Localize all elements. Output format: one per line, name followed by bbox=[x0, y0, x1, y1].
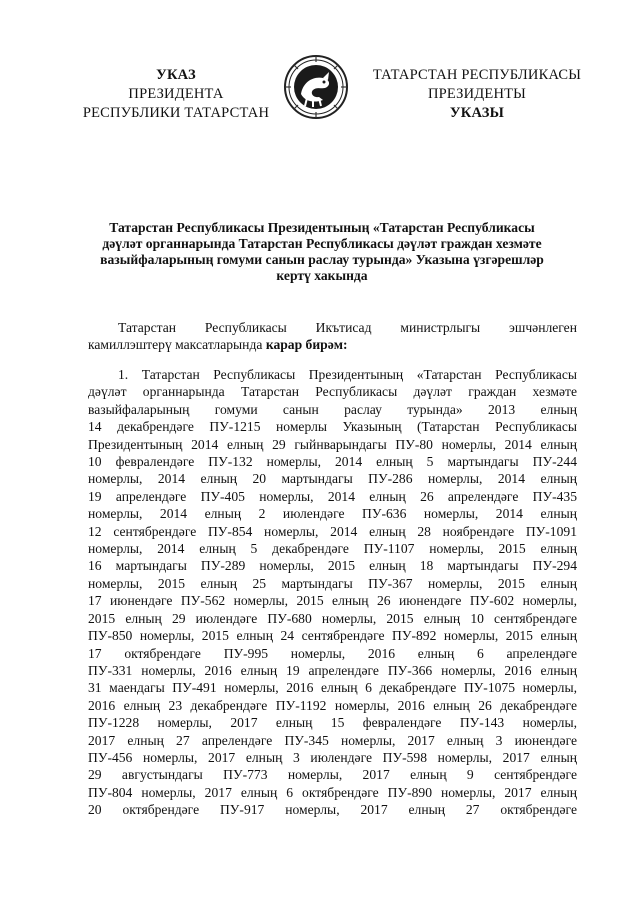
header-left-line: ПРЕЗИДЕНТА bbox=[128, 86, 224, 102]
paragraph-line: 19 апрелендәге ПУ-405 номерлы, 2014 елның 26 апрелендәге ПУ-435 bbox=[88, 488, 577, 504]
paragraph-line: 10 февралендәге ПУ-132 номерлы, 2014 елның 5 мартындагы ПУ-244 bbox=[88, 454, 577, 470]
paragraph-line: ПУ-850 номерлы, 2015 елның 24 сентябрендәге ПУ-892 номерлы, 2015 елның bbox=[88, 628, 577, 644]
coat-of-arms-emblem bbox=[283, 54, 349, 120]
paragraph-line: номерлы, 2014 елның 2 июлендәге ПУ-636 номерлы, 2014 елның bbox=[88, 506, 577, 522]
paragraph-line: 2015 елның 29 июлендәге ПУ-680 номерлы, 2015 елның 10 сентябрендәге bbox=[88, 610, 577, 626]
preamble-line bbox=[88, 336, 577, 353]
paragraph-line: ПУ-331 номерлы, 2016 елның 19 апрелендәге ПУ-366 номерлы, 2016 елның bbox=[88, 662, 577, 678]
paragraph-line: номерлы, 2014 елның 20 мартындагы ПУ-286 номерлы, 2014 елның bbox=[88, 471, 577, 487]
coat-of-arms-icon bbox=[283, 54, 349, 120]
header-right-line: УКАЗЫ bbox=[449, 105, 505, 121]
paragraph-line: 31 маендагы ПУ-491 номерлы, 2016 елның 6 декабрендәге ПУ-1075 номерлы, bbox=[88, 680, 577, 696]
preamble-line: Татарстан Республикасы Икътисад министрлыгы эшчәнлеген bbox=[118, 320, 577, 335]
header-right-line: ТАТАРСТАН РЕСПУБЛИКАСЫ bbox=[372, 67, 582, 83]
header-left-line: УКАЗ bbox=[156, 67, 196, 83]
paragraph-line: 17 июнендәге ПУ-562 номерлы, 2015 елның 26 июнендәге ПУ-602 номерлы, bbox=[88, 593, 577, 609]
paragraph-line: 16 мартындагы ПУ-289 номерлы, 2015 елның 18 мартындагы ПУ-294 bbox=[88, 558, 577, 574]
paragraph-line: ПУ-456 номерлы, 2017 елның 3 июлендәге ПУ-598 номерлы, 2017 елның bbox=[88, 749, 577, 765]
paragraph-line: дәүләт органнарында Татарстан Республикасы дәүләт граждан хезмәте bbox=[88, 384, 577, 400]
paragraph-line: 29 августындагы ПУ-773 номерлы, 2017 елның 9 сентябрендәге bbox=[88, 767, 577, 783]
header-right-tatar bbox=[364, 66, 590, 123]
decree-formula: карар бирәм: bbox=[265, 337, 348, 352]
paragraph-line: ПУ-804 номерлы, 2017 елның 6 октябрендәге ПУ-890 номерлы, 2017 елның bbox=[88, 784, 577, 800]
paragraph-1 bbox=[88, 366, 577, 819]
title-line: кертү хакында bbox=[276, 268, 368, 283]
paragraph-line: Президентының 2014 елның 29 гыйнварындагы ПУ-80 номерлы, 2014 елның bbox=[88, 436, 577, 452]
paragraph-line: 2016 елның 23 декабрендәге ПУ-1192 номерлы, 2016 елның 26 декабрендәге bbox=[88, 697, 577, 713]
preamble-text: камиллэштерү максатларында bbox=[88, 337, 266, 352]
paragraph-line: 2017 елның 27 апрелендәге ПУ-345 номерлы, 2017 елның 3 июнендәге bbox=[88, 732, 577, 748]
header-left-line: РЕСПУБЛИКИ ТАТАРСТАН bbox=[82, 105, 270, 121]
paragraph-line: номерлы, 2015 елның 25 мартындагы ПУ-367 номерлы, 2015 елның bbox=[88, 575, 577, 591]
paragraph-line: 12 сентябрендәге ПУ-854 номерлы, 2014 елның 28 ноябрендәге ПУ-1091 bbox=[88, 523, 577, 539]
title-line: дәүләт органнарында Татарстан Республикасы дәүләт граждан хезмәте bbox=[102, 236, 542, 251]
paragraph-line: 20 октябрендәге ПУ-917 номерлы, 2017 елның 27 октябрендәге bbox=[88, 802, 577, 818]
paragraph-line: номерлы, 2014 елның 5 декабрендәге ПУ-1107 номерлы, 2015 елның bbox=[88, 541, 577, 557]
paragraph-line: 17 октябрендәге ПУ-995 номерлы, 2016 елның 6 апрелендәге bbox=[88, 645, 577, 661]
header-left-russian bbox=[76, 66, 276, 123]
paragraph-line: вазыйфаларының гомуми санын раслау турында» 2013 елның bbox=[88, 401, 577, 417]
decree-title bbox=[80, 220, 564, 284]
title-line: Татарстан Республикасы Президентының «Татарстан Республикасы bbox=[109, 220, 535, 235]
paragraph-line: 1. Татарстан Республикасы Президентының «Татарстан Республикасы bbox=[118, 367, 577, 382]
paragraph-line: ПУ-1228 номерлы, 2017 елның 15 февралендәге ПУ-143 номерлы, bbox=[88, 715, 577, 731]
header-right-line: ПРЕЗИДЕНТЫ bbox=[427, 86, 527, 102]
paragraph-line: 14 декабрендәге ПУ-1215 номерлы Указының (Татарстан Республикасы bbox=[88, 419, 577, 435]
preamble bbox=[88, 319, 577, 353]
title-line: вазыйфаларының гомуми санын раслау турында» Указына үзгәрешләр bbox=[100, 252, 544, 267]
